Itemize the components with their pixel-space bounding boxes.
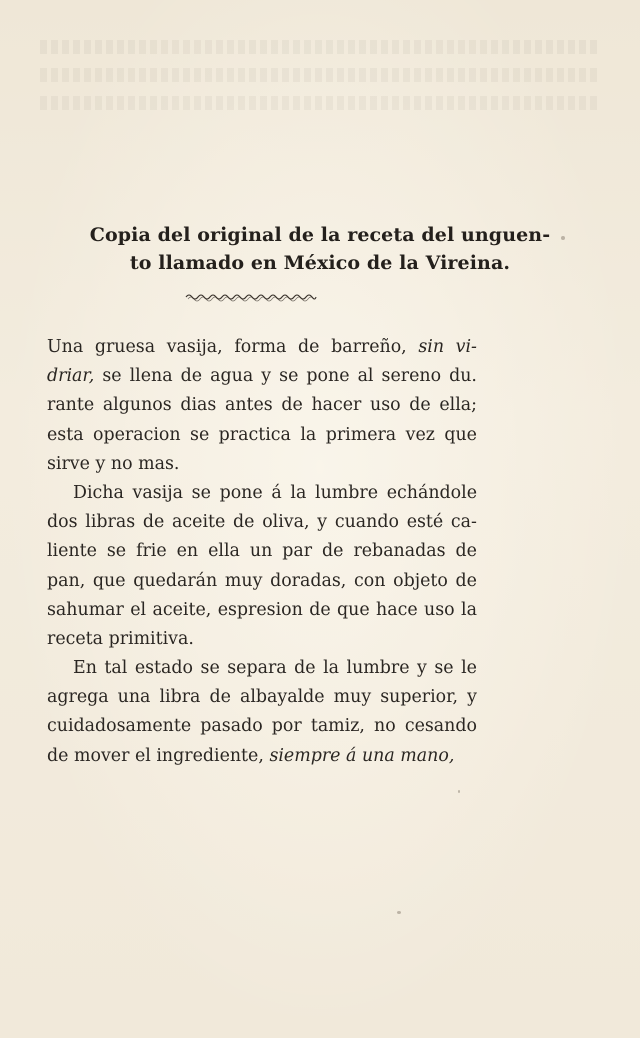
word: agua [210, 366, 254, 387]
word: lumbre [346, 658, 410, 679]
title-line-2: to llamado en México de la Vireina. [129, 252, 511, 274]
word: par [282, 541, 313, 562]
word: que [337, 599, 370, 620]
word: de [309, 599, 331, 620]
word: á [271, 482, 282, 503]
paragraph [47, 654, 477, 771]
word: de [409, 395, 431, 416]
word: que [92, 570, 126, 591]
word: dos [47, 512, 78, 533]
word: gruesa [94, 337, 156, 357]
word: pone [306, 366, 350, 387]
show-through-text [40, 40, 600, 130]
word: hace [376, 599, 418, 620]
word: en [176, 541, 199, 562]
word: hacer [311, 395, 362, 416]
word: libra [159, 687, 201, 708]
word: mas. [138, 453, 180, 474]
word: una [361, 745, 395, 766]
word: y [467, 687, 477, 708]
word: aceite [172, 512, 226, 533]
word: le [461, 658, 477, 679]
word: uso [424, 599, 455, 620]
word: libras [85, 512, 136, 533]
word: muy [224, 570, 263, 591]
word: primitiva. [108, 628, 194, 649]
text-line [47, 596, 477, 625]
text-line [47, 450, 477, 479]
text-line [47, 683, 477, 712]
word: pone [219, 482, 263, 503]
title-line-1: Copia del original de la receta del unguen- [89, 224, 551, 246]
word: no [110, 453, 133, 474]
word: agrega [47, 687, 109, 708]
word: cuidadosamente [47, 716, 192, 737]
word: esté [406, 512, 444, 533]
word: vasija [132, 482, 183, 503]
word: uso [370, 395, 401, 416]
word: se [190, 424, 210, 445]
word: de [455, 570, 477, 591]
word: cuando [334, 512, 399, 533]
word: liente [47, 541, 97, 562]
word: la [461, 599, 477, 620]
paper-speck [458, 790, 460, 793]
word: operacion [93, 424, 181, 445]
text-line [47, 537, 477, 566]
word: frie [136, 541, 167, 562]
word: de [47, 745, 69, 766]
text-line [47, 362, 477, 391]
wavy-ornament-rule [184, 292, 318, 302]
word: albayalde [239, 687, 325, 708]
word: se [279, 366, 299, 387]
text-line [47, 333, 477, 362]
word: oliva, [262, 512, 310, 533]
word: mover [74, 745, 130, 766]
word: ingrediente, [156, 745, 264, 766]
word: sin [418, 337, 445, 357]
word: pasado [200, 716, 263, 737]
word: el [130, 599, 147, 620]
text-line [47, 391, 477, 420]
word: el [134, 745, 151, 766]
paper-speck [397, 911, 401, 914]
paragraph [47, 479, 477, 654]
word: cesando [404, 716, 477, 737]
word: superior, [380, 687, 459, 708]
word: y [261, 366, 272, 387]
word: lumbre [315, 482, 379, 503]
word: que [444, 424, 477, 445]
recipe-body [47, 333, 477, 771]
word: la [290, 482, 307, 503]
text-line [47, 567, 477, 596]
word: dias [180, 395, 217, 416]
word: de [142, 512, 165, 533]
word: forma [234, 337, 287, 357]
word: tamiz, [310, 716, 365, 737]
text-line [47, 742, 477, 771]
text-line [47, 421, 477, 450]
word: echándole [386, 482, 477, 503]
recipe-title [40, 221, 600, 277]
word: no [374, 716, 396, 737]
word: y [417, 658, 427, 679]
paragraph [47, 333, 477, 479]
word: driar, [47, 366, 95, 387]
word: de [298, 337, 320, 357]
word: primera [325, 424, 397, 445]
word: esta [47, 424, 84, 445]
word: pan, [47, 570, 86, 591]
word: ella; [439, 395, 477, 416]
word: de [180, 366, 203, 387]
word: practica [218, 424, 291, 445]
word: rante [47, 395, 95, 416]
word: En [73, 658, 97, 679]
word: espresion [217, 599, 303, 620]
word: Dicha [73, 482, 124, 503]
word: un [249, 541, 273, 562]
word: con [354, 570, 386, 591]
word: se [191, 482, 211, 503]
word: ella [208, 541, 240, 562]
text-line [47, 712, 477, 741]
word: receta [47, 628, 103, 649]
word: barreño, [331, 337, 407, 357]
word: y [95, 453, 106, 474]
word: sahumar [47, 599, 124, 620]
word: de [233, 512, 255, 533]
word: á [346, 745, 357, 766]
word: sereno [381, 366, 442, 387]
word: de [209, 687, 231, 708]
word: vi- [455, 337, 477, 357]
word: por [271, 716, 302, 737]
word: du. [449, 366, 477, 387]
word: Una [47, 337, 84, 357]
word: la [323, 658, 340, 679]
word: se [102, 366, 122, 387]
text-line [47, 508, 477, 537]
word: de [322, 541, 344, 562]
word: sirve [47, 453, 90, 474]
word: muy [333, 687, 372, 708]
word: quedarán [133, 570, 218, 591]
text-line [47, 479, 477, 508]
word: de [455, 541, 477, 562]
word: estado [134, 658, 194, 679]
word: tal [104, 658, 128, 679]
word: objeto [393, 570, 448, 591]
word: antes [224, 395, 273, 416]
word: vasija, [166, 337, 223, 357]
word: llena [129, 366, 173, 387]
word: la [300, 424, 317, 445]
word: aceite, [152, 599, 212, 620]
word: se [106, 541, 127, 562]
word: vez [405, 424, 435, 445]
paper-speck [561, 236, 565, 240]
word: separa [227, 658, 287, 679]
word: de [294, 658, 316, 679]
text-line [47, 625, 477, 654]
word: doradas, [270, 570, 347, 591]
word: al [357, 366, 374, 387]
word: una [117, 687, 151, 708]
word: mano, [400, 745, 455, 766]
word: algunos [102, 395, 172, 416]
word: se [200, 658, 220, 679]
word: se [434, 658, 454, 679]
word: rebanadas [353, 541, 446, 562]
word: y [317, 512, 328, 533]
text-line [47, 654, 477, 683]
word: de [281, 395, 303, 416]
word: ca- [450, 512, 477, 533]
word: siempre [269, 745, 341, 766]
